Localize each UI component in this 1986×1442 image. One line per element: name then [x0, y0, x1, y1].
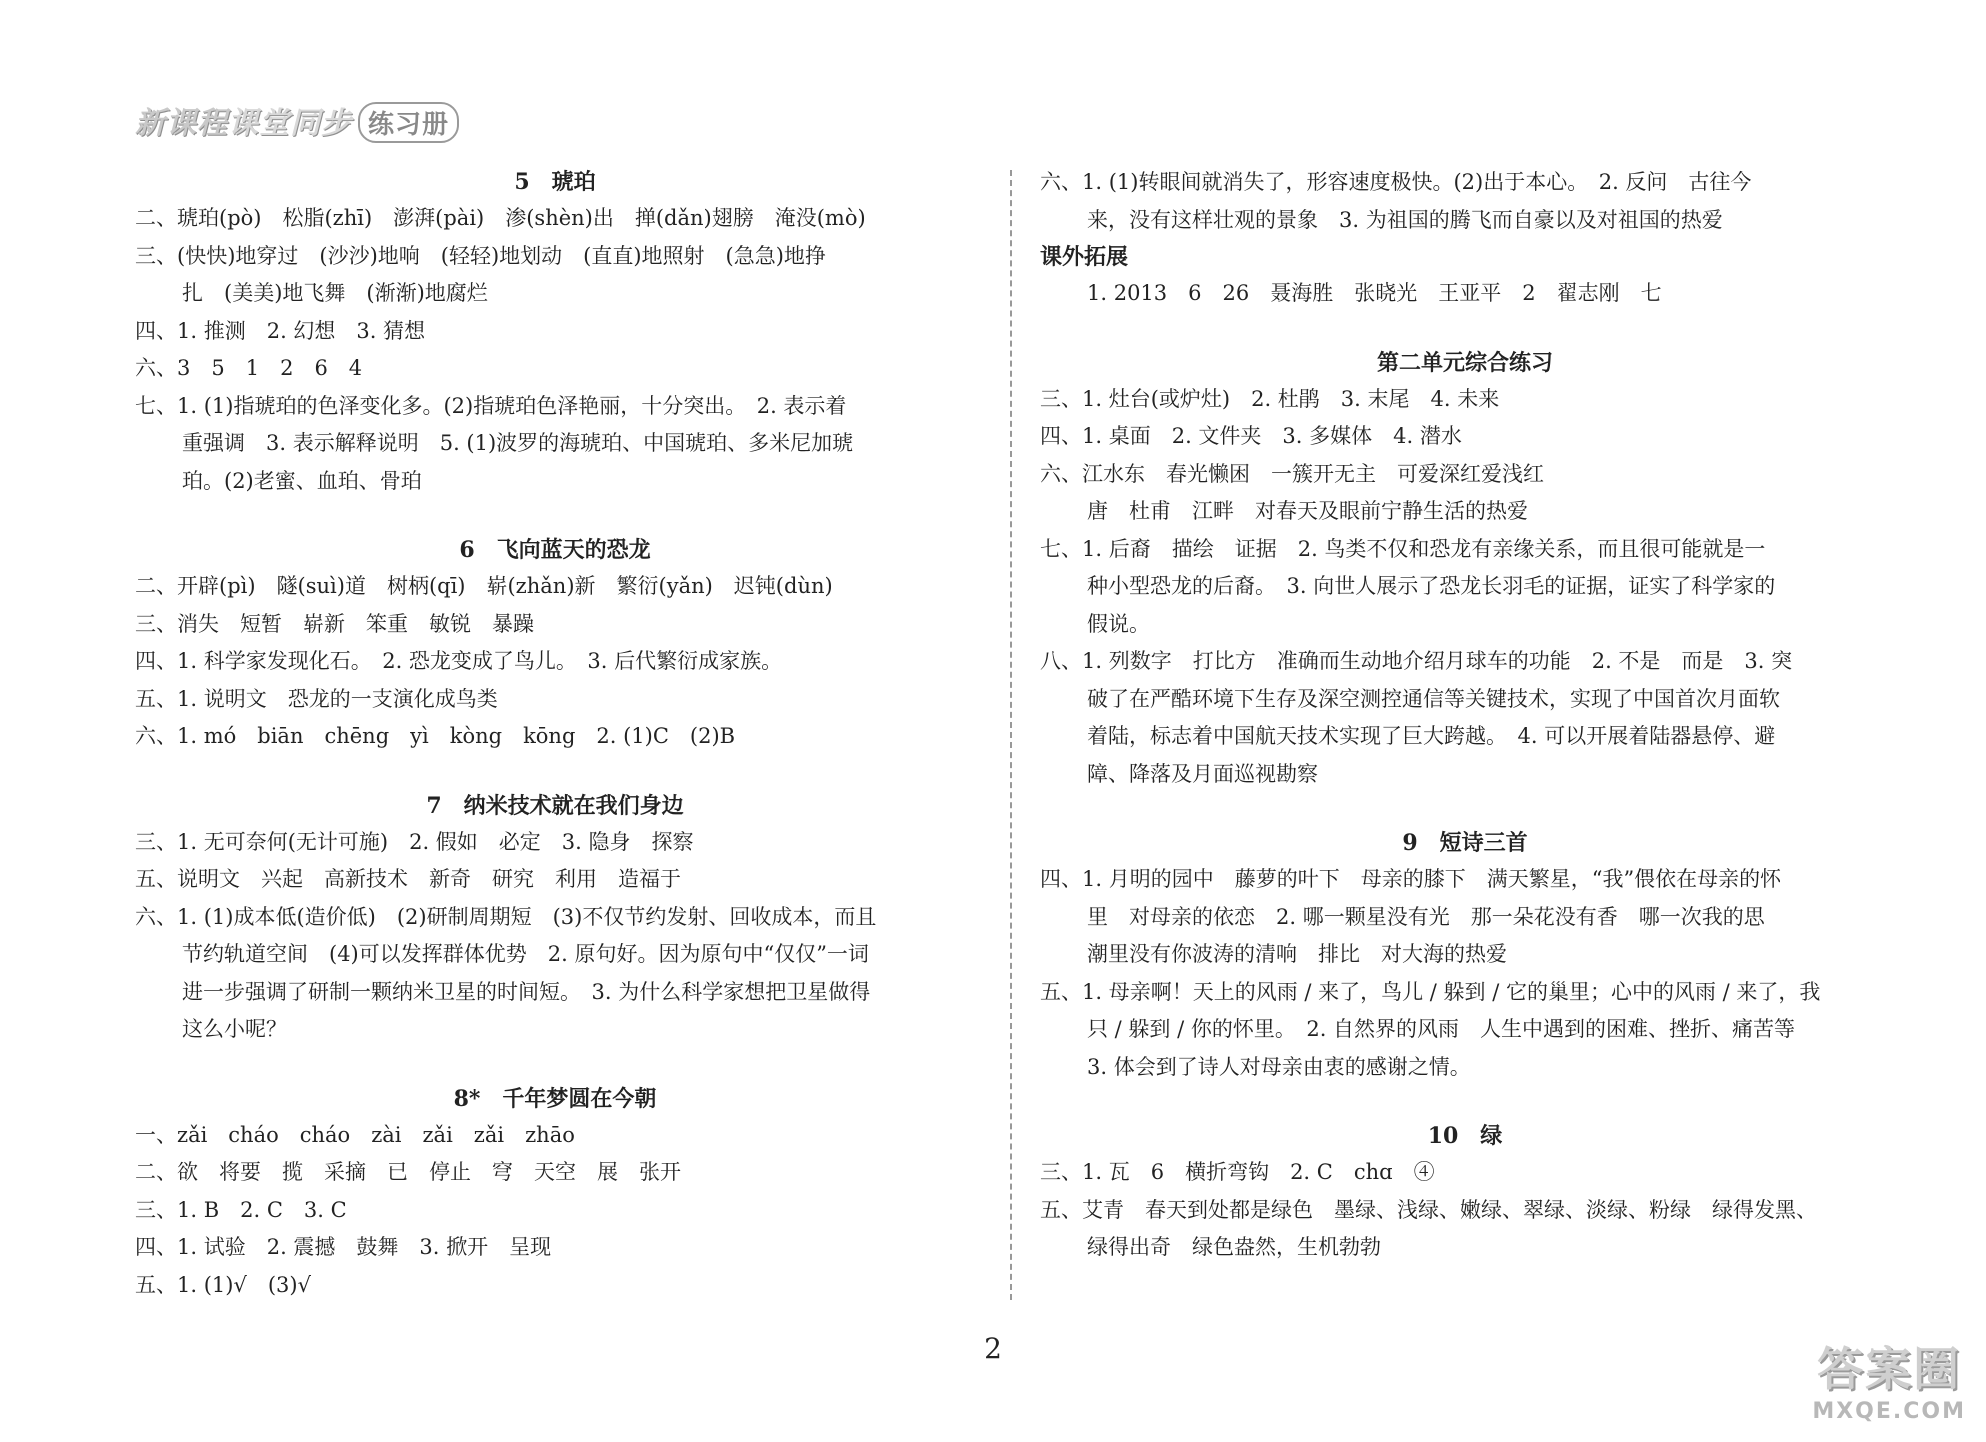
answer-line: 3. 体会到了诗人对母亲由衷的感谢之情。	[1087, 1054, 1471, 1079]
answer-line: 三、1. 灶台(或炉灶) 2. 杜鹃 3. 末尾 4. 未来	[1040, 386, 1500, 411]
answer-line: 种小型恐龙的后裔。 3. 向世人展示了恐龙长羽毛的证据，证实了科学家的	[1087, 574, 1776, 598]
answer-line: 绿得出奇 绿色盎然，生机勃勃	[1087, 1235, 1381, 1259]
answer-line: 一、zǎi cháo cháo zài zǎi zǎi zhāo	[135, 1122, 575, 1147]
answer-line: 节约轨道空间 (4)可以发挥群体优势 2. 原句好。因为原句中“仅仅”一词	[182, 942, 869, 966]
extension-subtitle: 课外拓展	[1040, 244, 1129, 270]
answer-line: 着陆，标志着中国航天技术实现了巨大跨越。 4. 可以开展着陆器悬停、避	[1087, 724, 1776, 748]
answer-line: 六、3 5 1 2 6 4	[135, 356, 363, 380]
section-title-7: 7 纳米技术就在我们身边	[426, 792, 684, 819]
answer-line: 五、1. (1)√ (3)√	[135, 1272, 311, 1297]
answer-line: 唐 杜甫 江畔 对春天及眼前宁静生活的热爱	[1087, 499, 1528, 523]
section-title-6: 6 飞向蓝天的恐龙	[459, 537, 651, 563]
logo-text-series: 新课程	[135, 106, 228, 141]
answer-line: 扎 (美美)地飞舞 (渐渐)地腐烂	[182, 281, 488, 305]
answer-line: 五、1. 说明文 恐龙的一支演化成鸟类	[135, 686, 498, 711]
answer-line: 四、1. 推测 2. 幻想 3. 猜想	[135, 318, 426, 343]
answer-line: 三、(快快)地穿过 (沙沙)地响 (轻轻)地划动 (直直)地照射 (急急)地挣	[135, 243, 826, 268]
answer-line: 四、1. 桌面 2. 文件夹 3. 多媒体 4. 潜水	[1040, 424, 1462, 448]
answer-line: 障、降落及月面巡视勘察	[1087, 761, 1318, 786]
watermark-logo	[1812, 1333, 1966, 1424]
answer-line: 假说。	[1087, 611, 1150, 636]
watermark-main-text: 答案圈	[1817, 1342, 1962, 1396]
answer-line: 五、1. 母亲啊！天上的风雨 / 来了，鸟儿 / 躲到 / 它的巢里；心中的风雨 / 来了，我	[1040, 979, 1821, 1004]
answer-line: 进一步强调了研制一颗纳米卫星的时间短。 3. 为什么科学家想把卫星做得	[182, 979, 871, 1004]
answer-line: 破了在严酷环境下生存及深空测控通信等关键技术，实现了中国首次月面软	[1087, 686, 1780, 711]
answer-line: 二、欲 将要 揽 采摘 已 停止 穹 天空 展 张开	[135, 1160, 681, 1184]
right-column	[1040, 164, 1890, 1267]
section-title-5: 5 琥珀	[514, 169, 596, 195]
answer-line: 五、说明文 兴起 高新技术 新奇 研究 利用 造福于	[135, 867, 681, 891]
logo-text-brand: 课堂同步	[228, 106, 352, 141]
answer-line: 里 对母亲的依恋 2. 哪一颗星没有光 那一朵花没有香 哪一次我的思	[1087, 904, 1765, 929]
answer-line: 六、1. (1)转眼间就消失了，形容速度极快。(2)出于本心。 2. 反问 古往今	[1040, 170, 1752, 194]
answer-line: 八、1. 列数字 打比方 准确而生动地介绍月球车的功能 2. 不是 而是 3. 突	[1040, 649, 1793, 673]
answer-line: 重强调 3. 表示解释说明 5. (1)波罗的海琥珀、中国琥珀、多米尼加琥	[182, 431, 854, 455]
answer-line: 1. 2013 6 26 聂海胜 张晓光 王亚平 2 翟志刚 七	[1087, 281, 1662, 305]
answer-line: 七、1. (1)指琥珀的色泽变化多。(2)指琥珀色泽艳丽，十分突出。 2. 表示着	[135, 393, 847, 418]
answer-line: 七、1. 后裔 描绘 证据 2. 鸟类不仅和恐龙有亲缘关系，而且很可能就是一	[1040, 536, 1766, 561]
answer-line: 三、消失 短暂 崭新 笨重 敏锐 暴躁	[135, 611, 534, 636]
section-title-9: 9 短诗三首	[1402, 830, 1528, 856]
watermark-url-text: MXQE.COM	[1812, 1399, 1966, 1424]
answer-line: 潮里没有你波涛的清响 排比 对大海的热爱	[1087, 942, 1507, 966]
logo-text-book: 练习册	[358, 102, 459, 143]
answer-line: 四、1. 试验 2. 震撼 鼓舞 3. 掀开 呈现	[135, 1235, 552, 1259]
answer-line: 二、琥珀(pò) 松脂(zhī) 澎湃(pài) 渗(shèn)出 掸(dǎn)翅膀 淹没(mò)	[135, 206, 866, 230]
answer-line: 这么小呢？	[182, 1017, 287, 1041]
answer-line: 四、1. 科学家发现化石。 2. 恐龙变成了鸟儿。 3. 后代繁衍成家族。	[135, 649, 783, 673]
answer-line: 三、1. 瓦 6 横折弯钩 2. C chɑ ④	[1040, 1160, 1435, 1184]
header-logo	[135, 98, 459, 143]
section-title-8: 8* 千年梦圆在今朝	[453, 1085, 657, 1112]
left-column	[135, 164, 975, 1304]
answer-line: 珀。(2)老蜜、血珀、骨珀	[182, 468, 422, 493]
answer-line: 来，没有这样壮观的景象 3. 为祖国的腾飞而自豪以及对祖国的热爱	[1087, 207, 1723, 232]
answer-line: 六、1. (1)成本低(造价低) (2)研制周期短 (3)不仅节约发射、回收成本，而且	[135, 904, 877, 929]
answer-line: 二、开辟(pì) 隧(suì)道 树柄(qī) 崭(zhǎn)新 繁衍(yǎn) 迟钝(dùn)	[135, 574, 833, 598]
answer-line: 六、江水东 春光懒困 一簇开无主 可爱深红爱浅红	[1040, 461, 1544, 486]
answer-line: 四、1. 月明的园中 藤萝的叶下 母亲的膝下 满天繁星，“我”偎依在母亲的怀	[1040, 867, 1782, 891]
answer-line: 三、1. 无可奈何(无计可施) 2. 假如 必定 3. 隐身 探察	[135, 829, 694, 854]
column-divider	[1010, 170, 1012, 1300]
section-title-10: 10 绿	[1427, 1123, 1503, 1149]
section-title-unit-2: 第二单元综合练习	[1376, 349, 1553, 376]
answer-line: 三、1. B 2. C 3. C	[135, 1197, 347, 1222]
answer-line: 五、艾青 春天到处都是绿色 墨绿、浅绿、嫩绿、翠绿、淡绿、粉绿 绿得发黑、	[1040, 1197, 1817, 1222]
page-number: 2	[984, 1332, 1002, 1365]
answer-line: 只 / 躲到 / 你的怀里。 2. 自然界的风雨 人生中遇到的困难、挫折、痛苦等	[1087, 1017, 1796, 1041]
answer-line: 六、1. mó biān chēng yì kòng kōng 2. (1)C (2)B	[135, 724, 736, 748]
